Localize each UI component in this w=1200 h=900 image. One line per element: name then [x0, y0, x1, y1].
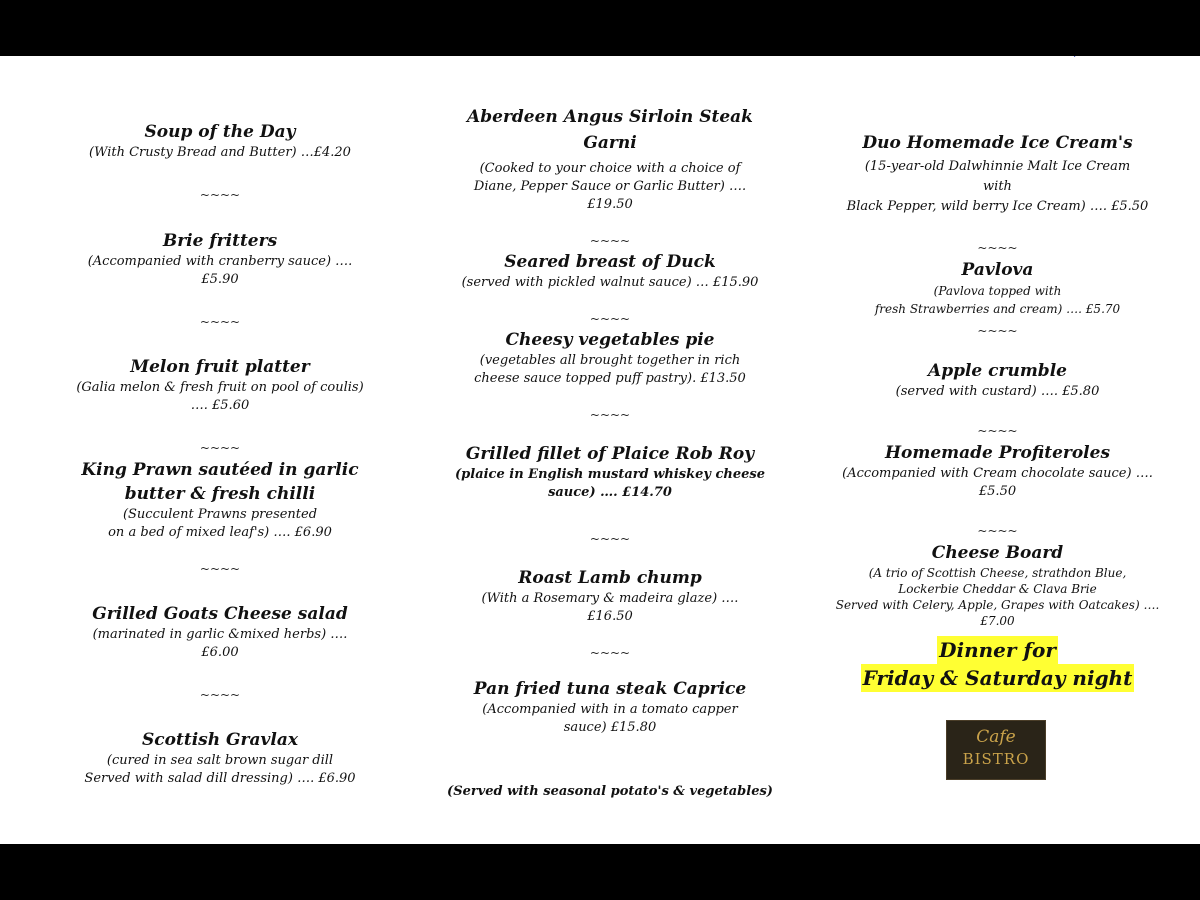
menu-item	[805, 541, 1190, 629]
menu-item	[420, 677, 800, 737]
item-title: Scottish Gravlax	[142, 730, 298, 750]
separator: ~~~~	[199, 441, 241, 455]
menu-item	[20, 458, 420, 542]
item-description: (vegetables all brought together in rich cheese sauce topped puff pastry). £13.50	[474, 353, 746, 386]
separator: ~~~~	[977, 424, 1018, 438]
highlight-line-1: Dinner for	[939, 638, 1056, 662]
item-description: (Cooked to your choice with a choice of Diane, Pepper Sauce or Garlic Butter) …. £19.50	[473, 161, 747, 212]
menu-item	[420, 442, 800, 502]
item-description: (A trio of Scottish Cheese, strathdon Blue, Lockerbie Cheddar & Clava Brie Served with Celery, Apple, Grapes with Oatcakes) …. £7.00	[835, 566, 1160, 628]
item-description: (Accompanied with in a tomato capper sauce) £15.80	[482, 702, 738, 735]
item-title: Soup of the Day	[144, 122, 296, 142]
menu-item	[20, 355, 420, 415]
item-description: (marinated in garlic &mixed herbs) …. £6.00	[92, 627, 348, 660]
item-title: Pavlova	[961, 260, 1034, 280]
menu-item	[20, 229, 420, 289]
menu-item	[20, 728, 420, 788]
dinner-highlight	[805, 636, 1190, 692]
separator: ~~~~	[589, 532, 631, 546]
menu-item	[420, 328, 800, 388]
separator: ~~~~	[589, 408, 631, 422]
item-title: Pan fried tuna steak Caprice	[473, 679, 747, 699]
item-description: (cured in sea salt brown sugar dill Served with salad dill dressing) …. £6.90	[84, 753, 356, 786]
item-title: Melon fruit platter	[130, 357, 310, 377]
item-description: (15-year-old Dalwhinnie Malt Ice Cream with Black Pepper, wild berry Ice Cream) …. £5.50	[846, 159, 1149, 214]
separator: ~~~~	[199, 688, 241, 702]
separator: ~~~~	[977, 524, 1018, 538]
menu-item	[805, 441, 1190, 501]
item-description: (Succulent Prawns presented on a bed of mixed leaf's) …. £6.90	[108, 507, 332, 540]
separator: ~~~~	[589, 646, 631, 660]
item-description: (Accompanied with cranberry sauce) …. £5.90	[87, 254, 353, 287]
item-title: King Prawn sautéed in garlic butter & fresh chilli	[81, 460, 359, 504]
menu-item	[805, 131, 1190, 217]
item-description: (served with pickled walnut sauce) … £15.90	[461, 275, 759, 290]
item-description: (Galia melon & fresh fruit on pool of coulis) …. £5.60	[76, 380, 364, 413]
item-title: Roast Lamb chump	[518, 568, 702, 588]
item-title: Brie fritters	[162, 231, 278, 251]
item-title: Grilled fillet of Plaice Rob Roy	[465, 444, 755, 464]
item-title: Duo Homemade Ice Cream's	[862, 133, 1133, 153]
item-title: Cheese Board	[931, 543, 1064, 563]
separator: ~~~~	[199, 188, 241, 202]
separator: ~~~~	[589, 312, 631, 326]
item-title: Apple crumble	[928, 361, 1067, 381]
menu-item	[20, 120, 420, 162]
cafe-bistro-logo	[946, 720, 1046, 780]
stray-mark: ·	[1073, 56, 1077, 63]
item-title: Grilled Goats Cheese salad	[92, 604, 348, 624]
item-title: Cheesy vegetables pie	[505, 330, 715, 350]
menu-item	[805, 359, 1190, 401]
separator: ~~~~	[589, 234, 631, 248]
menu-item	[20, 602, 420, 662]
menu-item	[420, 250, 800, 292]
menu-page	[0, 56, 1200, 844]
item-description: (With a Rosemary & madeira glaze) …. £16.50	[481, 591, 739, 624]
item-description: (served with custard) …. £5.80	[895, 384, 1100, 399]
menu-item	[420, 566, 800, 626]
menu-item	[805, 258, 1190, 318]
separator: ~~~~	[199, 562, 241, 576]
item-description: (Accompanied with Cream chocolate sauce) …. £5.50	[842, 466, 1153, 499]
separator: ~~~~	[977, 324, 1018, 338]
item-title: Homemade Profiteroles	[884, 443, 1111, 463]
logo-line-1: Cafe	[976, 727, 1016, 747]
separator: ~~~~	[199, 315, 241, 329]
separator: ~~~~	[977, 241, 1018, 255]
item-description: (plaice in English mustard whiskey cheese sauce) …. £14.70	[455, 467, 765, 500]
menu-item	[420, 104, 800, 214]
logo-line-2: BISTRO	[962, 750, 1030, 768]
item-description: (Pavlova topped with fresh Strawberries and cream) …. £5.70	[874, 284, 1121, 316]
mains-note: (Served with seasonal potato's & vegetables)	[447, 784, 773, 799]
item-title: Aberdeen Angus Sirloin Steak Garni	[467, 107, 753, 153]
item-description: (With Crusty Bread and Butter) …£4.20	[89, 145, 351, 160]
item-title: Seared breast of Duck	[504, 252, 716, 272]
highlight-line-2: Friday & Saturday night	[862, 666, 1133, 690]
